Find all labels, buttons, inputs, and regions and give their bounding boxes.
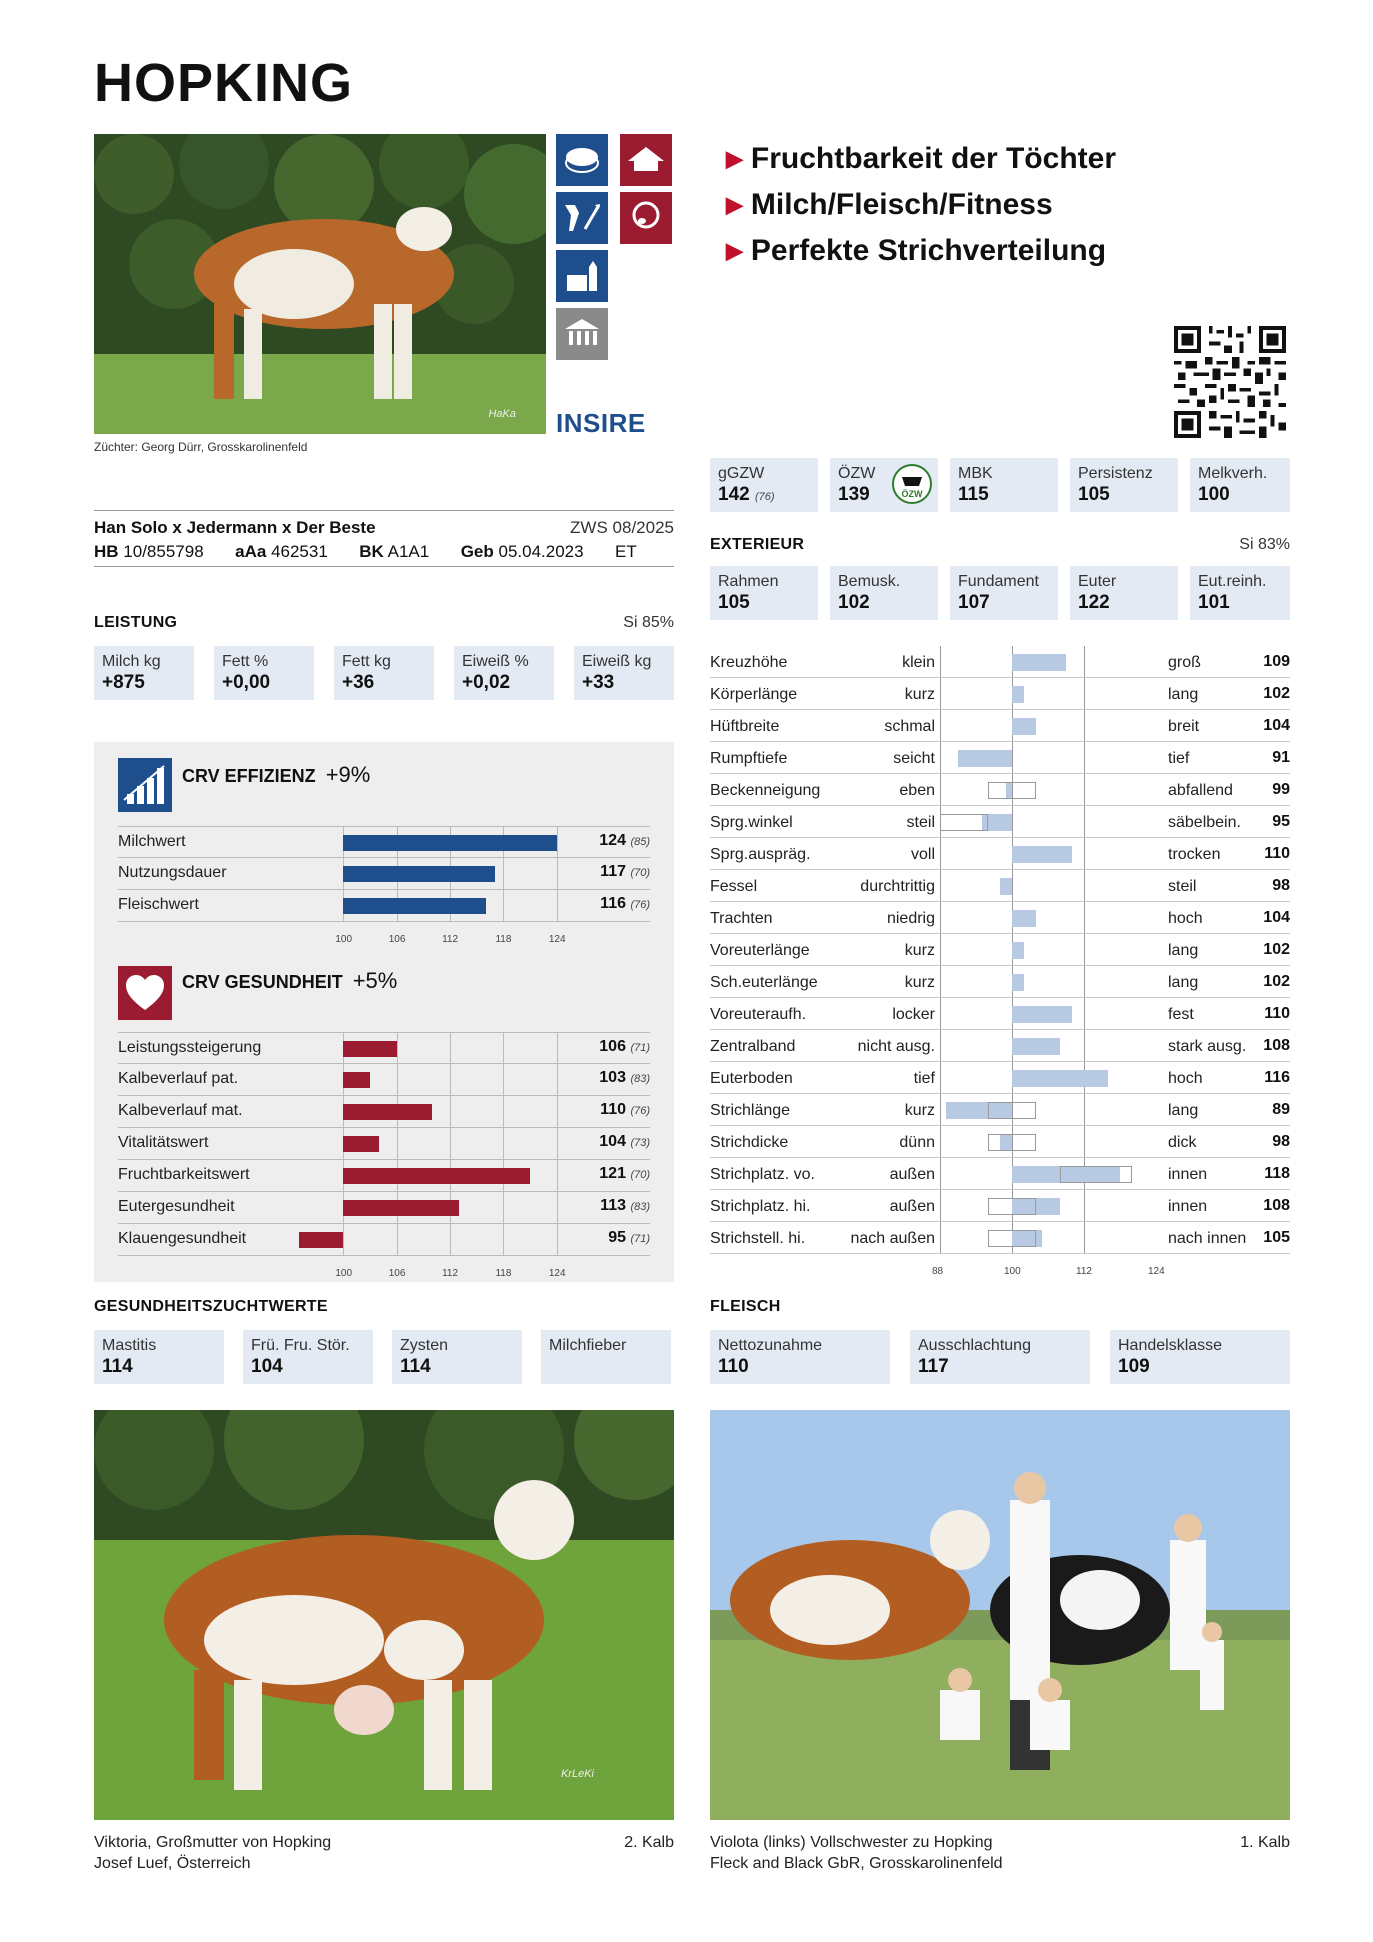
barn-icon	[623, 137, 669, 183]
exterieur-trait-name: Strichplatz. vo.	[710, 1166, 815, 1183]
exterieur-high-label: dick	[1168, 1134, 1197, 1151]
crv-row	[118, 826, 650, 858]
gzw-box	[94, 1330, 224, 1384]
exterieur-row	[710, 774, 1290, 806]
fleisch-box-value: 117	[918, 1356, 949, 1377]
exterieur-high-label: innen	[1168, 1198, 1208, 1215]
exterieur-bar	[1012, 910, 1036, 927]
exterieur-bar	[1012, 1038, 1060, 1055]
leistung-box-label: Fett kg	[342, 653, 391, 670]
crv-row-value	[600, 863, 650, 881]
crv-value-si: (70)	[630, 1169, 650, 1181]
exterieur-low-label: kurz	[904, 974, 935, 991]
fleisch-box	[910, 1330, 1090, 1384]
exterieur-trait-name: Trachten	[710, 910, 773, 927]
exterieur-summary-box-value: 105	[718, 592, 750, 613]
exterieur-value: 108	[1263, 1197, 1290, 1214]
leistung-box-label: Eiweiß %	[462, 653, 529, 670]
axis-tick: 112	[442, 1268, 459, 1279]
crv-value-si: (71)	[630, 1233, 650, 1245]
effizienz-chart	[118, 826, 650, 956]
exterieur-reference-box	[988, 782, 1036, 799]
exterieur-trait-name: Sch.euterlänge	[710, 974, 818, 991]
axis-tick: 118	[495, 934, 512, 945]
triangle-right-icon: ▶	[726, 238, 743, 263]
leistung-box	[574, 646, 674, 700]
fleisch-box	[710, 1330, 890, 1384]
crv-row-value	[600, 1197, 650, 1215]
exterieur-value: 89	[1272, 1101, 1290, 1118]
highlight-2: ▶ Milch/Fleisch/Fitness	[726, 188, 1053, 221]
exterieur-reference-box	[988, 1230, 1036, 1247]
exterieur-trait-name: Strichstell. hi.	[710, 1230, 806, 1247]
exterieur-value: 110	[1264, 845, 1290, 862]
crv-value-number: 121	[599, 1165, 626, 1182]
exterieur-low-label: seicht	[893, 750, 935, 767]
exterieur-bar	[1012, 846, 1072, 863]
highlight-1: ▶ Fruchtbarkeit der Töchter	[726, 142, 1116, 175]
axis-tick: 112	[1076, 1266, 1092, 1277]
efficiency-icon	[118, 758, 172, 812]
exterieur-bar	[1012, 718, 1036, 735]
axis-tick: 124	[1148, 1266, 1165, 1277]
exterieur-value: 102	[1263, 685, 1290, 702]
gzw-box-value: 114	[102, 1356, 133, 1377]
exterieur-summary-box-label: Bemusk.	[838, 573, 901, 590]
exterieur-row	[710, 998, 1290, 1030]
exterieur-bar	[1012, 974, 1024, 991]
crv-row-value	[599, 1165, 650, 1183]
crv-row	[118, 1224, 650, 1256]
leistung-box	[334, 646, 434, 700]
exterieur-high-label: fest	[1168, 1006, 1194, 1023]
exterieur-low-label: niedrig	[886, 910, 935, 927]
exterieur-summary-box-value: 107	[958, 592, 990, 613]
exterieur-trait-name: Strichplatz. hi.	[710, 1198, 811, 1215]
exterieur-trait-name: Sprg.winkel	[710, 814, 793, 831]
fleisch-box	[1110, 1330, 1290, 1384]
leistung-box-value: +0,02	[462, 672, 511, 693]
leistung-box-label: Fett %	[222, 653, 269, 670]
gzw-box-value: 114	[400, 1356, 431, 1377]
effizienz-title: CRV EFFIZIENZ +9%	[182, 762, 371, 787]
crv-row-value	[599, 1133, 650, 1151]
exterieur-bar	[1000, 878, 1012, 895]
crv-bar	[343, 898, 485, 914]
milk-carton-icon	[559, 253, 605, 299]
exterieur-high-label: lang	[1168, 974, 1199, 991]
milk-carton-icon-tile	[556, 250, 608, 302]
pedigree-rule-top	[94, 510, 674, 511]
gzw-title: GESUNDHEITSZUCHTWERTE	[94, 1298, 328, 1315]
highlight-3: ▶ Perfekte Strichverteilung	[726, 234, 1107, 267]
exterieur-low-label: klein	[902, 654, 935, 671]
crv-row-name: Klauengesundheit	[118, 1230, 247, 1247]
crv-bar	[343, 835, 556, 851]
crv-row-name: Leistungssteigerung	[118, 1039, 262, 1056]
exterieur-summary-box-value: 101	[1198, 592, 1230, 613]
exterieur-summary-box	[1070, 566, 1178, 620]
crv-row-name: Fruchtbarkeitswert	[118, 1166, 250, 1183]
exterieur-low-label: dünn	[899, 1134, 935, 1151]
exterieur-summary-box-label: Fundament	[958, 573, 1039, 590]
exterieur-high-label: tief	[1168, 750, 1190, 767]
fleisch-box-label: Ausschlachtung	[918, 1337, 1031, 1354]
index-ozw: ÖZW 139 ÖZW	[830, 458, 938, 512]
fleisch-title: FLEISCH	[710, 1298, 781, 1315]
exterieur-trait-name: Kreuzhöhe	[710, 654, 788, 671]
exterieur-summary-box	[710, 566, 818, 620]
barn-icon-tile	[620, 134, 672, 186]
crv-bar	[343, 866, 494, 882]
crv-bar	[299, 1232, 343, 1248]
exterieur-value: 109	[1263, 653, 1290, 670]
crv-value-si: (85)	[630, 836, 650, 848]
crv-row	[118, 890, 650, 922]
exterieur-trait-name: Voreuteraufh.	[710, 1006, 807, 1023]
exterieur-value: 118	[1264, 1165, 1290, 1182]
sister-photo	[710, 1410, 1290, 1820]
gzw-box	[541, 1330, 671, 1384]
fleisch-box-label: Nettozunahme	[718, 1337, 823, 1354]
leistung-box	[94, 646, 194, 700]
exterieur-low-label: nach außen	[850, 1230, 935, 1247]
exterieur-value: 116	[1264, 1069, 1290, 1086]
exterieur-high-label: hoch	[1168, 1070, 1203, 1087]
exterieur-low-label: steil	[906, 814, 935, 831]
crv-row-value	[600, 1101, 650, 1119]
exterieur-low-label: eben	[899, 782, 935, 799]
right-photo-caption: Violota (links) Vollschwester zu Hopking Fleck and Black GbR, Grosskarolinenfeld 1. Kalb	[710, 1834, 1290, 1872]
right-photo-calf: 1. Kalb	[1240, 1834, 1290, 1851]
exterieur-row	[710, 838, 1290, 870]
axis-tick: 124	[548, 1268, 566, 1279]
exterieur-low-label: kurz	[904, 1102, 935, 1119]
index-ggzw: gGZW 142 (76)	[710, 458, 818, 512]
exterieur-low-label: außen	[889, 1198, 935, 1215]
exterieur-value: 95	[1272, 813, 1290, 830]
crv-value-si: (71)	[630, 1042, 650, 1054]
exterieur-trait-name: Hüftbreite	[710, 718, 780, 735]
leistung-box-value: +33	[582, 672, 615, 693]
sperm-icon-tile	[620, 192, 672, 244]
axis-tick: 100	[335, 934, 353, 945]
exterieur-reference-box	[940, 814, 988, 831]
exterieur-high-label: breit	[1168, 718, 1200, 735]
leistung-box	[214, 646, 314, 700]
axis-tick: 100	[1004, 1266, 1021, 1277]
exterieur-value: 98	[1272, 1133, 1290, 1150]
axis-tick: 106	[388, 934, 406, 945]
crv-row	[118, 1096, 650, 1128]
exterieur-row	[710, 902, 1290, 934]
exterieur-low-label: schmal	[884, 718, 935, 735]
exterieur-bar	[958, 750, 1012, 767]
crv-bar	[343, 1168, 530, 1184]
exterieur-high-label: hoch	[1168, 910, 1203, 927]
axis-tick: 118	[495, 1268, 512, 1279]
exterieur-bar	[1012, 654, 1066, 671]
exterieur-reference-box	[988, 1134, 1036, 1151]
exterieur-high-label: abfallend	[1168, 782, 1233, 799]
exterieur-row	[710, 742, 1290, 774]
exterieur-value: 104	[1263, 717, 1290, 734]
exterieur-high-label: lang	[1168, 1102, 1199, 1119]
exterieur-low-label: kurz	[904, 686, 935, 703]
exterieur-row	[710, 1030, 1290, 1062]
gzw-box	[392, 1330, 522, 1384]
leistung-box-value: +0,00	[222, 672, 271, 693]
gzw-box-label: Frü. Fru. Stör.	[251, 1337, 350, 1354]
crv-row-name: Kalbeverlauf mat.	[118, 1102, 243, 1119]
crv-bar	[343, 1072, 370, 1088]
exterieur-summary-box	[830, 566, 938, 620]
exterieur-bar	[1012, 1006, 1072, 1023]
grandmother-photo	[94, 1410, 674, 1820]
ozw-badge-icon	[892, 464, 932, 504]
exterieur-high-label: säbelbein.	[1168, 814, 1241, 831]
exterieur-trait-name: Strichlänge	[710, 1102, 791, 1119]
index-mbk: MBK 115	[950, 458, 1058, 512]
exterieur-title: EXTERIEUR	[710, 536, 805, 553]
gzw-box-value: 104	[251, 1356, 283, 1377]
crv-row-name: Vitalitätswert	[118, 1134, 209, 1151]
crv-row-name: Kalbeverlauf pat.	[118, 1070, 239, 1087]
exterieur-value: 98	[1272, 877, 1290, 894]
exterieur-summary-box-value: 122	[1078, 592, 1110, 613]
crv-bar	[343, 1200, 459, 1216]
exterieur-chart	[710, 646, 1290, 1286]
crv-row	[118, 1160, 650, 1192]
crv-bar	[343, 1136, 379, 1152]
exterieur-high-label: trocken	[1168, 846, 1221, 863]
exterieur-bar	[1012, 942, 1024, 959]
crv-value-number: 116	[600, 895, 626, 912]
meat-icon-tile	[556, 134, 608, 186]
exterieur-row	[710, 710, 1290, 742]
crv-row-value	[600, 895, 650, 913]
exterieur-low-label: kurz	[904, 942, 935, 959]
crv-value-si: (76)	[630, 1105, 650, 1117]
robot-milking-icon-tile	[556, 308, 608, 360]
fleisch-box-value: 109	[1118, 1356, 1150, 1377]
exterieur-row	[710, 678, 1290, 710]
exterieur-value: 102	[1263, 941, 1290, 958]
exterieur-high-label: innen	[1168, 1166, 1208, 1183]
photo-signature-left: KrLeKi	[560, 1768, 594, 1780]
exterieur-value: 91	[1272, 749, 1290, 766]
crv-row	[118, 858, 650, 890]
crv-row-value	[608, 1229, 650, 1247]
crv-row	[118, 1032, 650, 1064]
exterieur-row	[710, 1222, 1290, 1254]
leistung-si: Si 85%	[623, 614, 674, 631]
exterieur-summary-box-value: 102	[838, 592, 870, 613]
page-title: HOPKING	[94, 53, 354, 113]
index-melkverh: Melkverh. 100	[1190, 458, 1290, 512]
gzw-box-label: Zysten	[400, 1337, 449, 1354]
gzw-box-label: Mastitis	[102, 1337, 157, 1354]
qr-code-icon[interactable]	[1174, 326, 1286, 438]
exterieur-low-label: nicht ausg.	[857, 1038, 935, 1055]
crv-value-si: (76)	[630, 899, 650, 911]
exterieur-trait-name: Sprg.auspräg.	[710, 846, 811, 863]
exterieur-row	[710, 1094, 1290, 1126]
exterieur-row	[710, 646, 1290, 678]
exterieur-row	[710, 870, 1290, 902]
exterieur-trait-name: Körperlänge	[710, 686, 798, 703]
crv-value-si: (83)	[630, 1073, 650, 1085]
exterieur-trait-name: Beckenneigung	[710, 782, 821, 799]
crv-value-si: (70)	[630, 867, 650, 879]
exterieur-summary-box	[1190, 566, 1290, 620]
photo-signature: HaKa	[488, 408, 516, 420]
leistung-box-label: Eiweiß kg	[582, 653, 652, 670]
crv-bar	[343, 1041, 396, 1057]
crv-row-value	[599, 1038, 650, 1056]
axis-tick: 112	[442, 934, 459, 945]
exterieur-low-label: voll	[910, 846, 935, 863]
heart-icon	[118, 966, 172, 1020]
exterieur-low-label: außen	[889, 1166, 935, 1183]
exterieur-value: 104	[1263, 909, 1290, 926]
exterieur-high-label: lang	[1168, 942, 1199, 959]
breeder-caption: Züchter: Georg Dürr, Grosskarolinenfeld	[94, 440, 308, 454]
exterieur-low-label: tief	[913, 1070, 935, 1087]
crv-row-name: Nutzungsdauer	[118, 864, 227, 881]
exterieur-row	[710, 966, 1290, 998]
gesundheit-title: CRV GESUNDHEIT +5%	[182, 968, 398, 993]
svg-text:ÖZW: ÖZW	[901, 489, 923, 499]
triangle-right-icon: ▶	[726, 192, 743, 217]
zws-date: ZWS 08/2025	[570, 518, 674, 537]
gzw-box-label: Milchfieber	[549, 1337, 627, 1354]
crv-bar	[343, 1104, 432, 1120]
exterieur-value: 102	[1263, 973, 1290, 990]
exterieur-value: 108	[1263, 1037, 1290, 1054]
index-persistenz: Persistenz 105	[1070, 458, 1178, 512]
axis-tick: 106	[388, 1268, 406, 1279]
exterieur-trait-name: Euterboden	[710, 1070, 793, 1087]
exterieur-reference-box	[988, 1102, 1036, 1119]
crv-row-value	[599, 832, 650, 850]
crv-row-name: Fleischwert	[118, 896, 199, 913]
exterieur-trait-name: Strichdicke	[710, 1134, 789, 1151]
exterieur-high-label: steil	[1168, 878, 1197, 895]
exterieur-bar	[1012, 1070, 1108, 1087]
crv-value-si: (83)	[630, 1201, 650, 1213]
exterieur-summary-box-label: Euter	[1078, 573, 1117, 590]
exterieur-row	[710, 1158, 1290, 1190]
crv-value-si: (73)	[630, 1137, 650, 1149]
axis-tick: 88	[932, 1266, 944, 1277]
left-photo-caption: Viktoria, Großmutter von Hopking Josef Luef, Österreich 2. Kalb	[94, 1834, 674, 1872]
exterieur-trait-name: Fessel	[710, 878, 758, 895]
meat-icon	[559, 137, 605, 183]
fleisch-box-value: 110	[718, 1356, 749, 1377]
exterieur-si: Si 83%	[1239, 536, 1290, 553]
triangle-right-icon: ▶	[726, 146, 743, 171]
leistung-box	[454, 646, 554, 700]
exterieur-row	[710, 1190, 1290, 1222]
leistung-box-label: Milch kg	[102, 653, 161, 670]
crv-value-number: 106	[599, 1038, 626, 1055]
exterieur-bar	[1012, 686, 1024, 703]
exterieur-row	[710, 1062, 1290, 1094]
cow-growth-icon-tile	[556, 192, 608, 244]
exterieur-high-label: stark ausg.	[1168, 1038, 1247, 1055]
exterieur-value: 105	[1263, 1229, 1290, 1246]
exterieur-high-label: groß	[1168, 654, 1201, 671]
gesundheit-chart	[118, 1032, 650, 1279]
crv-value-number: 110	[600, 1101, 626, 1118]
exterieur-row	[710, 1126, 1290, 1158]
fleisch-box-label: Handelsklasse	[1118, 1337, 1223, 1354]
cow-growth-icon	[559, 195, 605, 241]
leistung-title: LEISTUNG	[94, 614, 178, 631]
crv-row	[118, 1128, 650, 1160]
robot-milking-icon	[559, 311, 605, 357]
bull-photo	[94, 134, 546, 434]
pedigree-rule-bottom	[94, 566, 674, 567]
exterieur-trait-name: Voreuterlänge	[710, 942, 810, 959]
pedigree-details: HB 10/855798 aAa 462531 BK A1A1 Geb 05.04.2023 ET	[94, 542, 637, 561]
exterieur-high-label: lang	[1168, 686, 1199, 703]
exterieur-reference-box	[1060, 1166, 1132, 1183]
sperm-icon	[623, 195, 669, 241]
crv-value-number: 95	[608, 1229, 626, 1246]
exterieur-value: 99	[1272, 781, 1290, 798]
leistung-box-value: +36	[342, 672, 375, 693]
axis-tick: 124	[548, 934, 566, 945]
gzw-box	[243, 1330, 373, 1384]
crv-row	[118, 1064, 650, 1096]
crv-row-name: Eutergesundheit	[118, 1198, 235, 1215]
crv-row	[118, 1192, 650, 1224]
exterieur-value: 110	[1264, 1005, 1290, 1022]
exterieur-trait-name: Rumpftiefe	[710, 750, 788, 767]
crv-value-number: 104	[599, 1133, 626, 1150]
axis-tick: 100	[335, 1268, 353, 1279]
exterieur-summary-box	[950, 566, 1058, 620]
crv-value-number: 124	[599, 832, 626, 849]
crv-row-value	[599, 1069, 650, 1087]
exterieur-low-label: durchtrittig	[860, 878, 935, 895]
exterieur-trait-name: Zentralband	[710, 1038, 796, 1055]
exterieur-reference-box	[988, 1198, 1036, 1215]
exterieur-summary-box-label: Eut.reinh.	[1198, 573, 1267, 590]
exterieur-row	[710, 806, 1290, 838]
exterieur-row	[710, 934, 1290, 966]
exterieur-low-label: locker	[892, 1006, 935, 1023]
crv-row-name: Milchwert	[118, 833, 186, 850]
crv-value-number: 113	[600, 1197, 626, 1214]
left-photo-calf: 2. Kalb	[624, 1834, 674, 1851]
brand-insire: INSIRE	[556, 408, 646, 438]
leistung-box-value: +875	[102, 672, 145, 693]
pedigree-line: Han Solo x Jedermann x Der Beste	[94, 518, 376, 537]
crv-value-number: 117	[600, 863, 626, 880]
exterieur-high-label: nach innen	[1168, 1230, 1247, 1247]
crv-value-number: 103	[599, 1069, 626, 1086]
exterieur-summary-box-label: Rahmen	[718, 573, 779, 590]
